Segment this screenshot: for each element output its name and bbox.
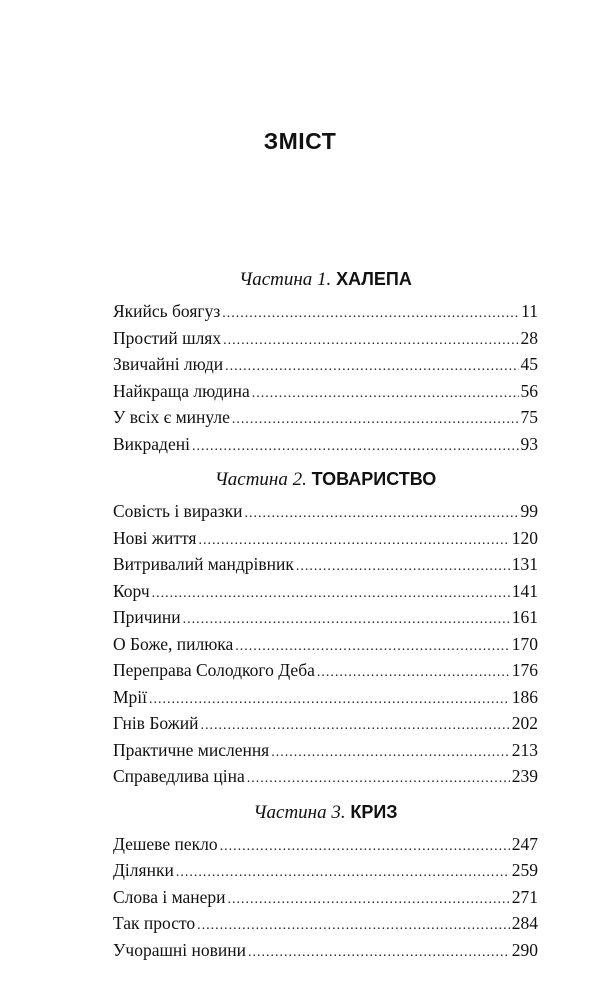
toc-entry (113, 857, 538, 884)
toc-entry (113, 710, 538, 737)
dot-leader (317, 660, 510, 687)
toc-entry (113, 937, 538, 964)
dot-leader (225, 354, 518, 381)
entry-page: 141 (511, 580, 538, 601)
toc-entry (113, 431, 538, 458)
entry-page: 75 (520, 407, 538, 427)
part-heading (113, 266, 538, 292)
entry-title: Гнів Божий (113, 713, 199, 733)
entry-title: Ділянки (113, 860, 174, 880)
entry-page: 202 (511, 713, 538, 733)
part-name: ХАЛЕПА (336, 269, 412, 289)
toc-entry (113, 684, 538, 711)
entry-page: 28 (520, 327, 538, 348)
dot-leader (247, 766, 510, 793)
toc-entry (113, 325, 538, 352)
entry-title: Якийсь боягуз (113, 301, 221, 321)
entry-page: 239 (511, 766, 538, 786)
toc-entry (113, 910, 538, 937)
part-name: ТОВАРИСТВО (311, 469, 437, 489)
dot-leader (149, 687, 510, 714)
entry-page: 259 (511, 860, 538, 880)
entry-page: 11 (521, 301, 538, 321)
dot-leader (192, 434, 519, 461)
part-heading (113, 799, 538, 825)
entry-page: 120 (511, 527, 538, 548)
entry-title: О Боже, пилюка (113, 633, 234, 654)
entry-title: Корч (113, 580, 150, 601)
toc-entry (113, 525, 538, 552)
toc-entry (113, 604, 538, 631)
toc-entry (113, 378, 538, 405)
dot-leader (244, 501, 518, 528)
dot-leader (220, 834, 510, 861)
entry-title: У всіх є минуле (113, 407, 230, 427)
entry-page: 290 (511, 939, 538, 960)
entry-page: 161 (511, 607, 538, 627)
entry-title: Справедлива ціна (113, 766, 245, 786)
toc-entry (113, 404, 538, 431)
entry-page: 247 (511, 833, 538, 854)
part-block (113, 266, 538, 457)
dot-leader (296, 554, 510, 581)
entry-title: Учорашні новини (113, 939, 247, 960)
toc-entry (113, 884, 538, 911)
table-of-contents (113, 266, 538, 972)
entry-title: Практичне мислення (113, 739, 270, 760)
part-heading (113, 466, 538, 492)
entry-page: 176 (511, 660, 538, 680)
entry-title: Нові життя (113, 527, 197, 548)
part-label: Частина 1. (239, 269, 332, 290)
dot-leader (232, 407, 519, 434)
entry-page: 213 (511, 739, 538, 760)
dot-leader (228, 887, 510, 914)
dot-leader (223, 328, 518, 355)
entry-page: 284 (511, 913, 538, 933)
toc-entry (113, 298, 538, 325)
part-label: Частина 2. (214, 469, 307, 490)
part-name: КРИЗ (350, 801, 398, 822)
entry-page: 45 (520, 354, 538, 374)
dot-leader (222, 301, 519, 328)
entry-title: Так просто (113, 913, 196, 933)
entry-title: Совість і виразки (113, 501, 243, 521)
toc-entry (113, 578, 538, 605)
entry-title: Простий шлях (113, 327, 222, 348)
entry-page: 93 (520, 433, 538, 454)
dot-leader (176, 860, 510, 887)
entry-page: 170 (511, 633, 538, 654)
entry-page: 99 (520, 501, 538, 521)
entry-title: Слова і манери (113, 886, 226, 907)
toc-entry (113, 763, 538, 790)
toc-entry (113, 631, 538, 658)
dot-leader (252, 381, 519, 408)
entry-title: Переправа Солодкого Деба (113, 660, 315, 680)
entry-title: Мрії (113, 686, 148, 707)
entry-page: 186 (511, 686, 538, 707)
toc-entry (113, 657, 538, 684)
entry-page: 271 (511, 886, 538, 907)
entry-page: 131 (511, 554, 538, 574)
entry-title: Причини (113, 607, 181, 627)
entry-title: Звичайні люди (113, 354, 224, 374)
dot-leader (152, 581, 510, 608)
toc-entry (113, 831, 538, 858)
page-title: ЗМІСТ (263, 128, 337, 154)
entry-page: 56 (520, 380, 538, 401)
entry-title: Дешеве пекло (113, 833, 218, 854)
part-block (113, 466, 538, 790)
dot-leader (271, 740, 510, 767)
toc-entry (113, 498, 538, 525)
entry-title: Викрадені (113, 433, 190, 454)
dot-leader (248, 940, 510, 967)
part-block (113, 799, 538, 964)
toc-entry (113, 737, 538, 764)
entry-title: Найкраща людина (113, 380, 250, 401)
toc-entry (113, 351, 538, 378)
part-label: Частина 3. (253, 801, 346, 823)
toc-entry (113, 551, 538, 578)
entry-title: Витривалий мандрівник (113, 554, 294, 574)
